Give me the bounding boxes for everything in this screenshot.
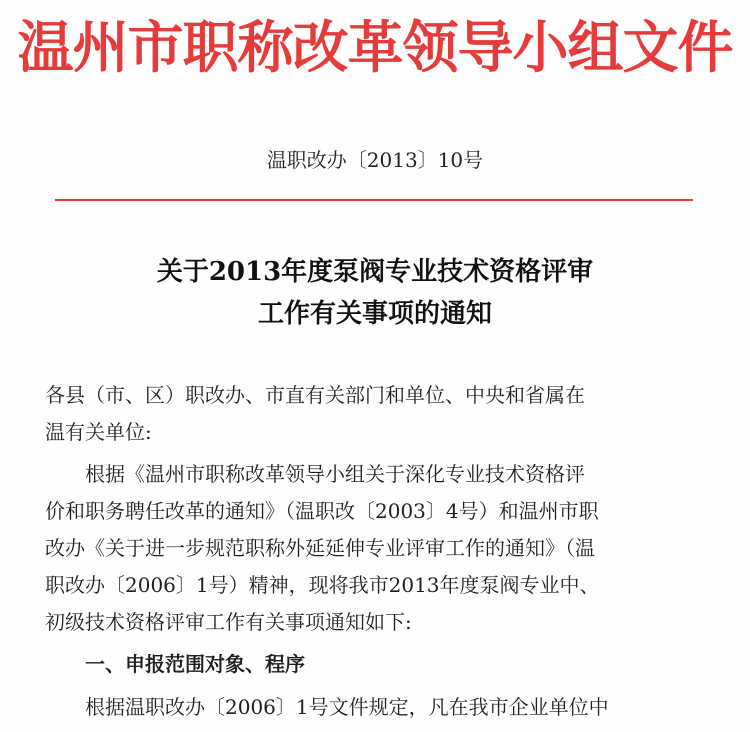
document-header: 温州市职称改革领导小组文件 xyxy=(17,15,733,81)
red-divider-line xyxy=(55,199,693,201)
document-number: 温职改办〔2013〕10号 xyxy=(266,148,484,172)
title-line-1: 关于2013年度泵阀专业技术资格评审 xyxy=(156,257,594,287)
body-line-6: 职改办〔2006〕1号）精神，现将我市2013年度泵阀专业中、 xyxy=(45,573,600,597)
body-line-1: 各县（市、区）职改办、市直有关部门和单位、中央和省属在 xyxy=(45,383,585,407)
body-line-3: 根据《温州市职称改革领导小组关于深化专业技术资格评 xyxy=(45,462,585,486)
body-line-8: 根据温职改办〔2006〕1号文件规定，凡在我市企业单位中 xyxy=(45,695,609,719)
body-line-7: 初级技术资格评审工作有关事项通知如下: xyxy=(45,610,412,634)
title-line-2: 工作有关事项的通知 xyxy=(257,299,492,329)
body-line-5: 改办《关于进一步规范职称外延延伸专业评审工作的通知》（温 xyxy=(45,536,595,560)
section-heading-1: 一、申报范围对象、程序 xyxy=(45,652,305,676)
body-line-4: 价和职务聘任改革的通知》（温职改〔2003〕4号）和温州市职 xyxy=(45,499,599,523)
body-line-2: 温有关单位: xyxy=(45,420,152,444)
